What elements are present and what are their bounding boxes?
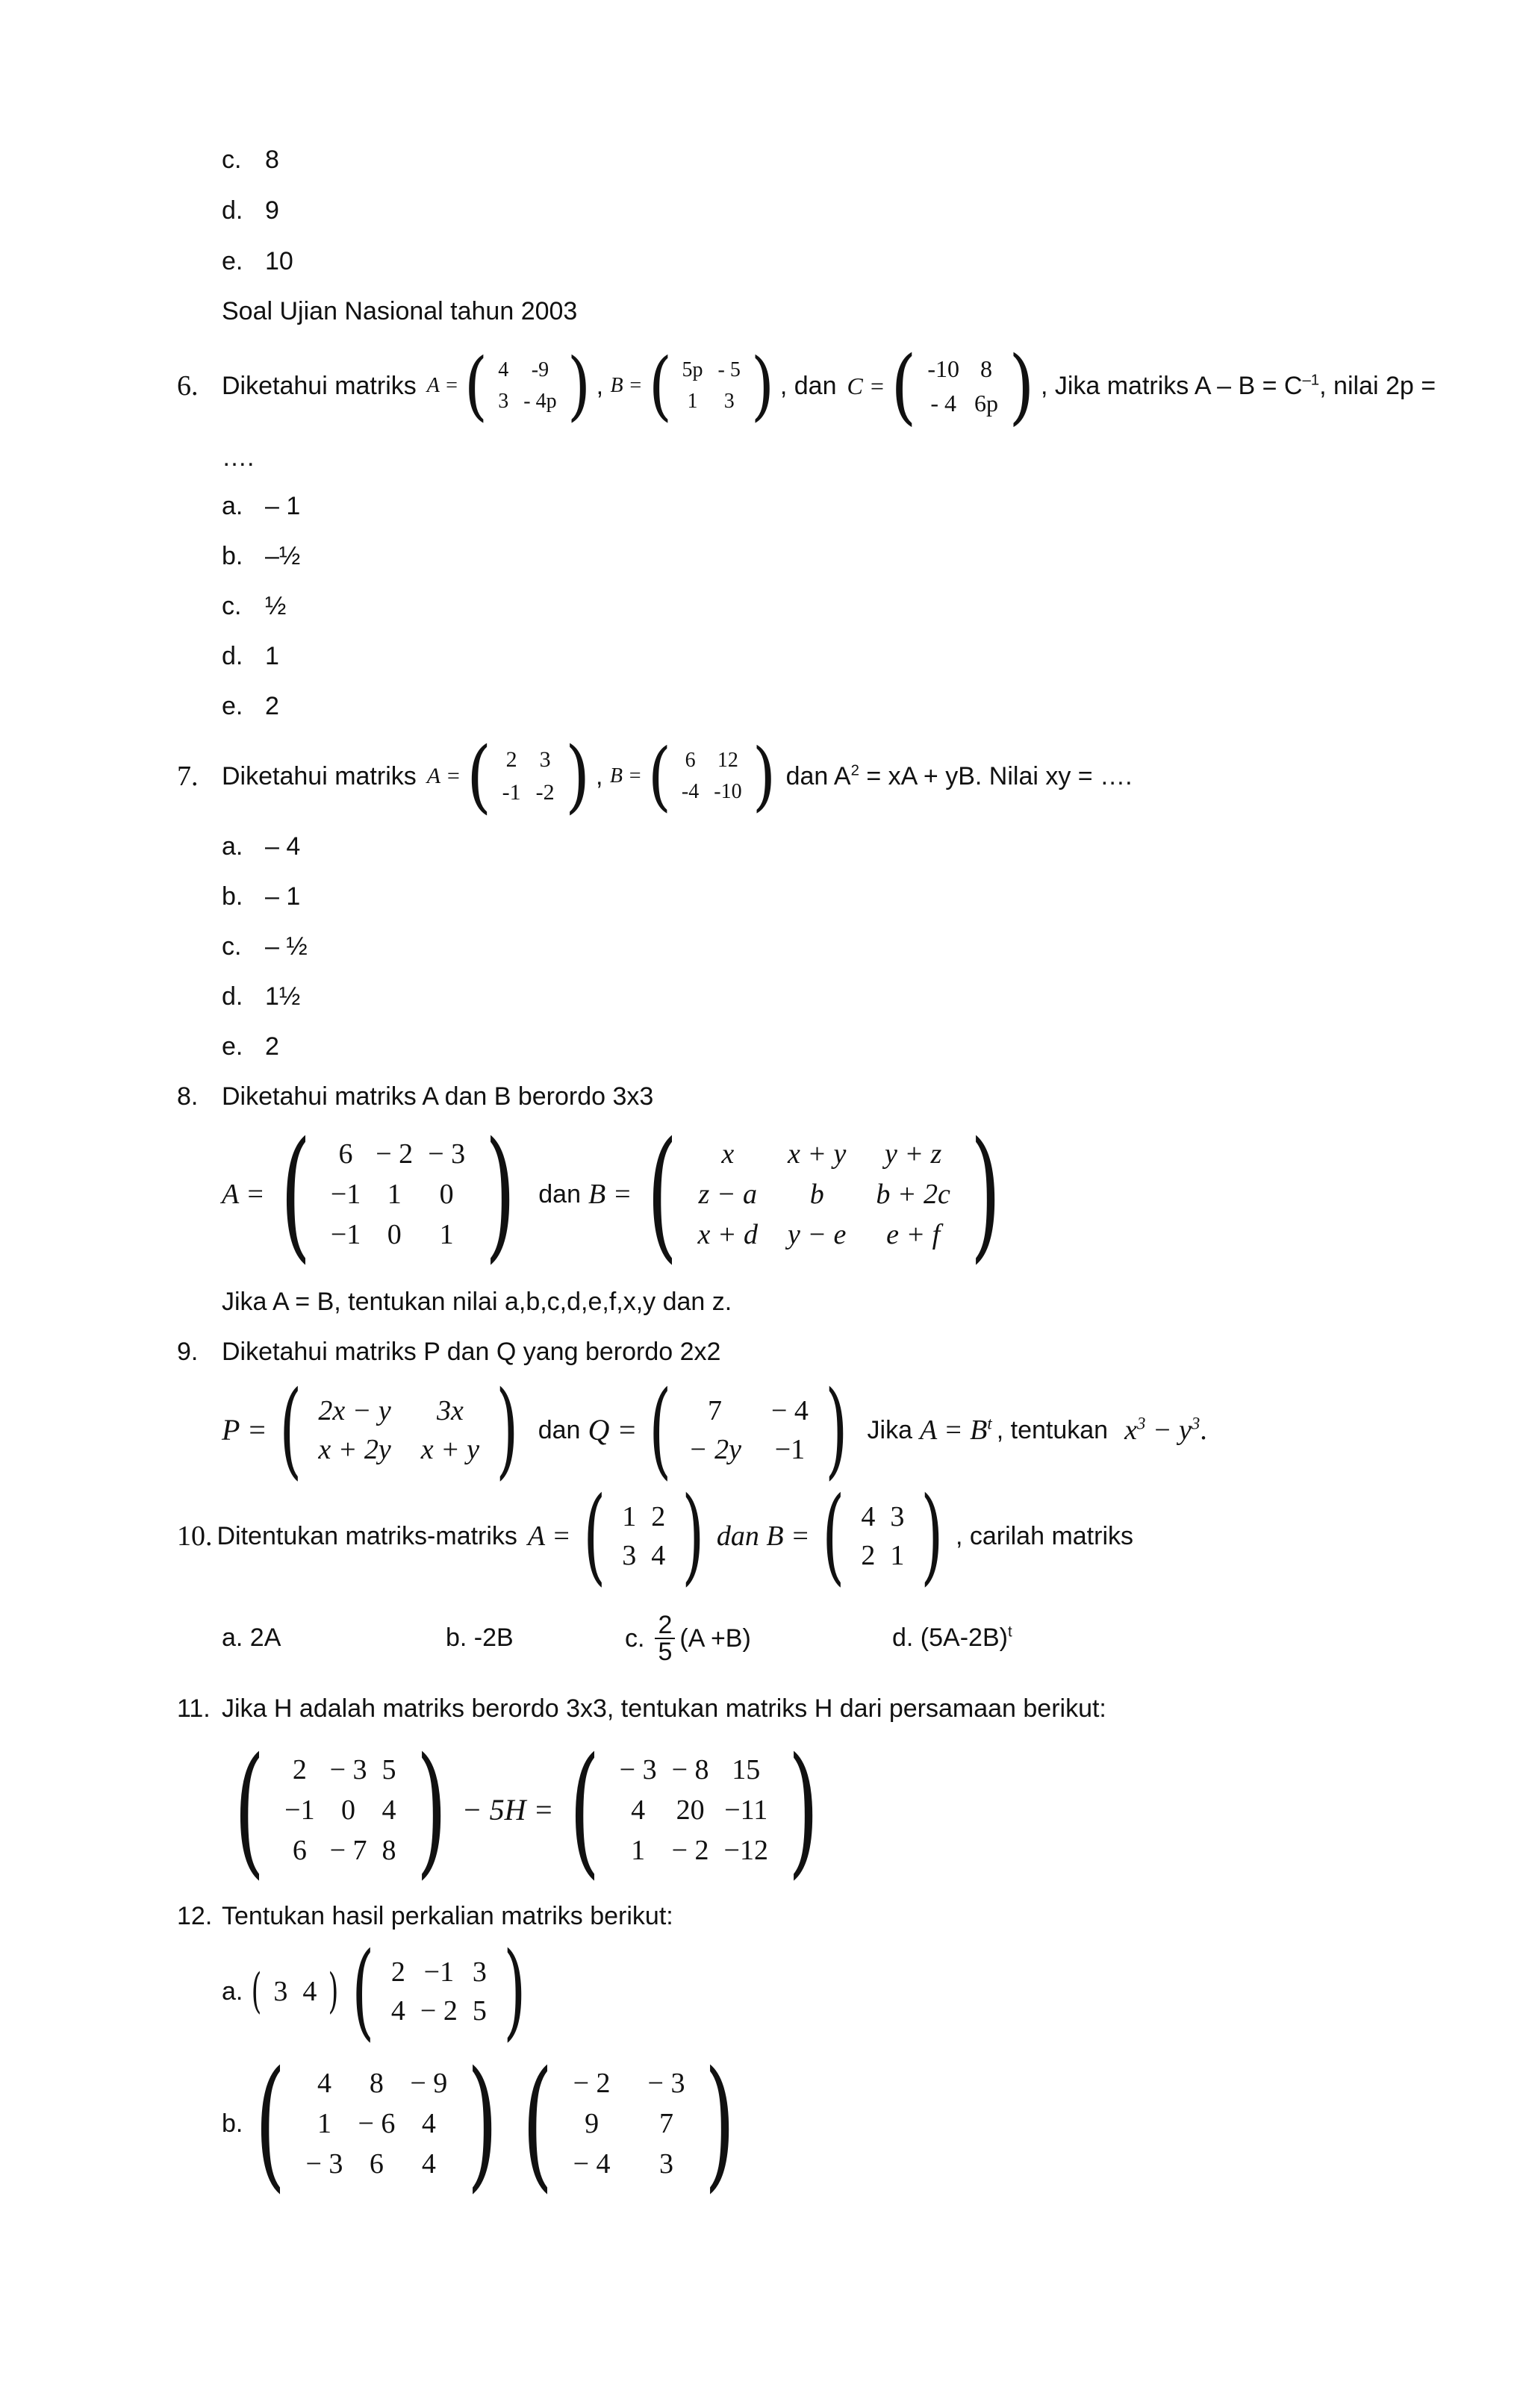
question-number: 9. (177, 1338, 199, 1366)
matrix-cell: 4 (631, 1794, 646, 1826)
matrix-cell: − 9 (410, 2068, 448, 2099)
option-letter: e. (222, 247, 243, 275)
question-text: Diketahui matriks (222, 762, 417, 790)
question-number: 8. (177, 1082, 199, 1111)
matrix-cell: 2 (861, 1539, 876, 1571)
option-text: – ½ (265, 932, 308, 961)
matrix-cell: b (809, 1179, 824, 1210)
matrix-cell: 1 (631, 1835, 646, 1866)
matrix-cell: -4 (681, 780, 700, 803)
matrix-cell: b + 2c (876, 1179, 950, 1210)
matrix-cell: 8 (980, 355, 993, 382)
matrix-cell: − 3 (619, 1754, 657, 1785)
matrix-cell: 12 (717, 749, 738, 772)
question-number: 7. (177, 761, 199, 792)
matrix-cell: -10 (714, 780, 742, 803)
question-suffix: , carilah matriks (955, 1521, 1134, 1550)
matrix-a-label: A = (222, 1179, 265, 1210)
matrix-b: ( 5p - 5 1 3 ) (648, 342, 774, 429)
option-b (222, 543, 300, 569)
option-c (222, 147, 279, 172)
matrix-a: ( 6 − 2 − 3 −1 1 0 −1 0 1 ) (280, 1111, 516, 1276)
matrix-cell: 7 (659, 2108, 673, 2139)
matrix-cell: 0 (387, 1219, 402, 1250)
matrix-cell: 9 (585, 2108, 600, 2139)
option-letter: c. (222, 146, 242, 174)
matrix-left: ( 2 − 3 5 −1 0 4 6 − 7 8 ) (234, 1727, 446, 1892)
equation-operator: − 5H = (461, 1793, 554, 1827)
connector-text: dan (538, 1180, 581, 1208)
matrix-cell: − 3 (428, 1138, 466, 1170)
matrix-cell: x + y (420, 1433, 480, 1465)
part-label: a. (222, 1977, 243, 2006)
matrix-cell: 6 (369, 2148, 384, 2180)
option-letter: b. (222, 882, 243, 911)
matrix-cell: 1 (622, 1500, 637, 1532)
option-text: – 1 (265, 882, 301, 911)
matrix-cell: 0 (341, 1794, 356, 1826)
matrix-cell: 3 (498, 390, 509, 413)
row-vector: ( 3 4 ) (251, 1963, 339, 2019)
matrix-right: ( − 3 − 8 15 4 20 −11 1 − 2 −12 ) (569, 1727, 819, 1892)
matrix-cell: 4 (421, 2148, 436, 2180)
option-d: d. $(5A-2B)^t$ (892, 1623, 1012, 1652)
matrix-cell: −1 (774, 1433, 806, 1465)
matrix-3x3: ( 4 8 − 9 1 − 6 4 − 3 6 4 ) (255, 2041, 498, 2206)
question-text: Jika A = B, tentukan nilai a,b,c,d,e,f,x,y dan z. (222, 1288, 732, 1316)
matrix-b-label: B = (609, 764, 642, 787)
matrix-a: ( 1 2 3 4 ) (582, 1474, 705, 1597)
matrix-cell: - 4 (930, 390, 957, 417)
q9-equation (222, 1368, 1207, 1491)
matrix-cell: − 4 (770, 1394, 809, 1426)
question-text: Diketahui matriks A dan B berordo 3x3 (222, 1082, 654, 1111)
matrix-c: ( -10 8 - 4 6p ) (891, 338, 1035, 434)
matrix-cell: 5p (682, 358, 703, 381)
matrix-cell: −1 (284, 1794, 315, 1826)
matrix-cell: 3 (659, 2148, 673, 2180)
matrix-a-label: A = (527, 1520, 571, 1552)
matrix-cell: − 3 (329, 1754, 367, 1785)
matrix-cell: 4 (390, 1994, 405, 2027)
matrix-cell: - 4p (523, 390, 557, 413)
option-d (222, 643, 279, 669)
option-c (222, 934, 308, 959)
option-text: 8 (265, 146, 279, 174)
matrix-cell: 4 (382, 1794, 396, 1826)
matrix-cell: − 7 (329, 1835, 367, 1866)
matrix-cell: − 2 (671, 1835, 709, 1866)
matrix-a: ( 2 3 -1 -2 ) (467, 730, 590, 822)
option-a: a. 2A (222, 1623, 281, 1652)
option-letter: d. (222, 642, 243, 670)
matrix-cell: -1 (502, 780, 521, 805)
q11-equation (222, 1727, 834, 1892)
question-suffix: dan $A^2$ = xA + yB. Nilai xy = …. (785, 762, 1133, 790)
question-text: Ditentukan matriks-matriks (217, 1521, 517, 1550)
matrix-cell: e + f (886, 1219, 941, 1250)
matrix-cell: 5 (472, 1994, 487, 2027)
matrix-q-label: Q = (588, 1412, 638, 1447)
question-6: 6. Diketahui matriks A = ( 4 -9 3 - 4p ) , B = ( 5p - 5 1 3 ) , dan C = ( -10 8 - 4 6p ) , Jika matriks $A - B = C^{-1}$, nilai 2p = (177, 338, 1436, 434)
matrix-cell: 3 (539, 747, 551, 772)
source-note: Soal Ujian Nasional tahun 2003 (222, 297, 578, 325)
option-c (222, 593, 286, 619)
matrix-cell: 5 (382, 1754, 396, 1785)
matrix-cell: x + y (788, 1138, 847, 1170)
question-text: Jika H adalah matriks berordo 3x3, tentukan matriks H dari persamaan berikut: (222, 1694, 1106, 1723)
matrix-cell: −12 (723, 1835, 768, 1866)
option-letter: c. (222, 932, 242, 961)
matrix-cell: 1 (387, 1179, 402, 1210)
q8-equation (222, 1111, 1016, 1276)
matrix-cell: −1 (330, 1219, 361, 1250)
matrix-cell: − 3 (305, 2148, 343, 2180)
matrix-cell: 2 (505, 747, 517, 772)
option-letter: e. (222, 692, 243, 720)
matrix-cell: -9 (531, 358, 549, 381)
option-a (222, 834, 300, 859)
matrix-cell: 6p (974, 390, 999, 417)
matrix-cell: 6 (338, 1138, 353, 1170)
option-text: – 1 (265, 492, 301, 520)
matrix-cell: 4 (498, 358, 509, 381)
matrix-cell: x (721, 1138, 735, 1170)
option-text: – 4 (265, 832, 301, 861)
matrix-cell: 3x (436, 1394, 464, 1426)
matrix-a: ( 4 -9 3 - 4p ) (464, 342, 591, 429)
fraction-denominator: 5 (658, 1638, 673, 1666)
matrix-p: ( 2x − y 3x x + 2y x + y ) (278, 1368, 519, 1491)
connector-text: Jika (867, 1415, 912, 1444)
option-letter: a. (222, 492, 243, 520)
condition: $A = B^t$ (920, 1413, 992, 1446)
option-letter: d. (222, 196, 243, 225)
matrix-cell: − 2 (376, 1138, 414, 1170)
question-7: 7. Diketahui matriks A = ( 2 3 -1 -2 ) , B = ( 6 12 -4 -10 ) dan $A^2$ = xA + yB. Nilai xy = …. (177, 730, 1133, 822)
question-number: 12. (177, 1902, 213, 1930)
matrix-cell: -2 (535, 780, 555, 805)
matrix-c-label: C = (847, 372, 885, 399)
option-letter: e. (222, 1032, 243, 1061)
matrix-b: ( x x + y y + z z − a b b + 2c x + d y − e e + f ) (647, 1111, 1001, 1276)
matrix-cell: 3 (890, 1500, 905, 1532)
matrix-a-label: A = (426, 764, 461, 788)
question-number: 11. (177, 1694, 211, 1723)
question-dots: …. (222, 443, 255, 472)
question-10 (177, 1474, 1134, 1597)
connector-text: , dan (779, 372, 837, 400)
matrix-b-label: B = (610, 374, 643, 397)
option-letter: d. (222, 982, 243, 1011)
matrix-cell: 1 (890, 1539, 905, 1571)
matrix-b-label: B = (588, 1179, 632, 1210)
option-text: 9 (265, 196, 279, 225)
option-a (222, 493, 300, 519)
matrix-cell: 3 (273, 1975, 288, 2007)
matrix-p-label: P = (222, 1412, 267, 1447)
matrix-cell: −1 (330, 1179, 361, 1210)
fraction-numerator: 2 (655, 1612, 675, 1639)
matrix-cell: −11 (724, 1794, 768, 1826)
question-8 (177, 1084, 653, 1109)
matrix-cell: 1 (687, 390, 698, 413)
connector-text: dan B = (716, 1520, 810, 1552)
matrix-cell: 1 (317, 2108, 331, 2139)
matrix-cell: 4 (302, 1975, 317, 2007)
matrix-q: ( 7 − 4 − 2y −1 ) (649, 1368, 848, 1491)
option-letter: a. (222, 832, 243, 861)
matrix-cell: y − e (788, 1219, 847, 1250)
matrix-cell: - 5 (717, 358, 741, 381)
q12-part-a (222, 1930, 535, 2052)
option-letter: c. (625, 1624, 645, 1653)
matrix-cell: − 2 (420, 1994, 458, 2027)
expression: $x^3 - y^3$. (1124, 1413, 1207, 1446)
matrix-cell: 8 (369, 2068, 384, 2099)
matrix-cell: 6 (292, 1835, 307, 1866)
matrix-a-label: A = (426, 374, 459, 397)
matrix-cell: −1 (423, 1956, 455, 1988)
matrix-cell: 8 (382, 1835, 396, 1866)
matrix-3x2: ( − 2 − 3 9 7 − 4 3 ) (523, 2041, 735, 2206)
question-number: 10. (177, 1520, 213, 1552)
matrix-cell: − 6 (358, 2108, 396, 2139)
matrix-cell: y + z (885, 1138, 942, 1170)
option-e (222, 1034, 279, 1059)
matrix-b: ( 6 12 -4 -10 ) (647, 732, 776, 820)
matrix-cell: − 2y (688, 1433, 741, 1465)
option-text: 10 (265, 247, 293, 275)
matrix-cell: 1 (439, 1219, 454, 1250)
part-label: b. (222, 2109, 243, 2138)
connector-text: , tentukan (996, 1415, 1109, 1444)
option-letter: c. (222, 592, 242, 620)
question-11 (177, 1696, 1106, 1721)
question-suffix: , Jika matriks $A - B = C^{-1}$, nilai 2p = (1040, 372, 1436, 400)
question-text: Tentukan hasil perkalian matriks berikut: (222, 1902, 673, 1930)
option-letter: b. (222, 542, 243, 570)
matrix-cell: 3 (723, 390, 735, 413)
matrix-cell: 4 (861, 1500, 876, 1532)
matrix-cell: − 8 (671, 1754, 709, 1785)
question-text: Diketahui matriks (222, 372, 417, 400)
option-text: –½ (265, 542, 301, 570)
option-e (222, 693, 279, 719)
matrix-cell: 2 (651, 1500, 666, 1532)
option-text: ½ (265, 592, 287, 620)
matrix-cell: − 4 (573, 2148, 611, 2180)
matrix-cell: 6 (685, 749, 696, 772)
option-text: 2 (265, 1032, 279, 1061)
matrix-cell: 4 (421, 2108, 436, 2139)
question-text: Diketahui matriks P dan Q yang berordo 2x2 (222, 1338, 721, 1366)
matrix-cell: 15 (732, 1754, 761, 1785)
matrix-cell: 2 (292, 1754, 307, 1785)
question-9 (177, 1339, 720, 1364)
option-c (625, 1599, 751, 1678)
option-d (222, 984, 300, 1009)
matrix-cell: 7 (707, 1394, 722, 1426)
question-12 (177, 1903, 673, 1929)
option-text: 1½ (265, 982, 301, 1011)
matrix-cell: 4 (651, 1539, 666, 1571)
option-b (222, 884, 300, 909)
matrix-cell: 2x − y (318, 1394, 391, 1426)
fraction (655, 1612, 675, 1665)
q12-part-b (222, 2041, 748, 2206)
matrix-cell: − 2 (573, 2068, 611, 2099)
matrix-cell: 3 (622, 1539, 637, 1571)
option-e (222, 249, 293, 274)
question-number: 6. (177, 370, 199, 402)
matrix-cell: 20 (676, 1794, 705, 1826)
option-text: 2 (265, 692, 279, 720)
connector-text: dan (538, 1415, 581, 1444)
matrix-cell: 4 (317, 2068, 331, 2099)
matrix-cell: x + d (697, 1219, 759, 1250)
option-text: 1 (265, 642, 279, 670)
matrix-cell: − 3 (647, 2068, 685, 2099)
matrix-2x3: ( 2 −1 3 4 − 2 5 ) (352, 1930, 526, 2052)
option-b: b. -2B (446, 1623, 514, 1652)
matrix-cell: x + 2y (318, 1433, 391, 1465)
matrix-cell: 0 (439, 1179, 454, 1210)
matrix-b: ( 4 3 2 1 ) (821, 1474, 944, 1597)
matrix-cell: 2 (390, 1956, 405, 1988)
matrix-cell: z − a (698, 1179, 757, 1210)
option-d (222, 198, 279, 223)
matrix-cell: -10 (927, 355, 960, 382)
matrix-cell: 3 (472, 1956, 487, 1988)
option-text: (A +B) (679, 1624, 751, 1653)
